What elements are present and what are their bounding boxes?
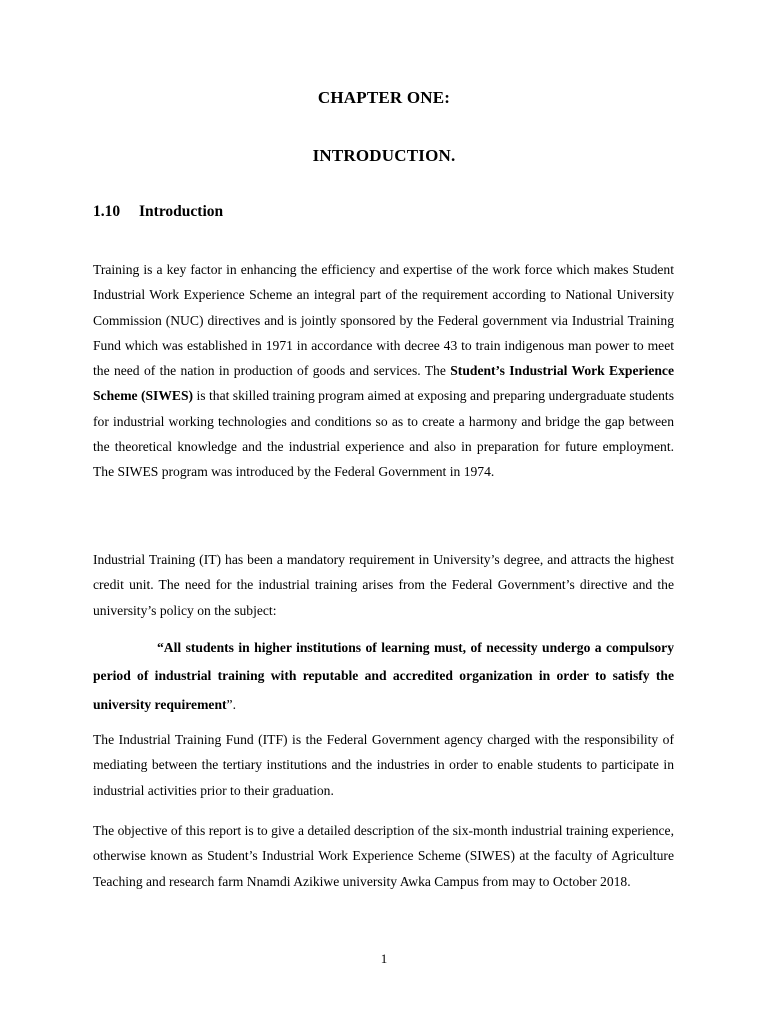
section-title: Introduction: [139, 203, 224, 220]
section-number: 1.10: [93, 203, 121, 220]
paragraph-objective: The objective of this report is to give a detailed description of the six-month industrial training experience, otherwise known as Student’s Industrial Work Experience Scheme (SIWES) at the faculty of Agriculture Teaching and research farm Nnamdi Azikiwe university Awka Campus from may to October 2018.: [93, 823, 674, 889]
paragraph-text: Training is a key factor in enhancing the efficiency and expertise of the work force which makes Student Industrial Work Experience Scheme an integral part of the requirement according to National University Commission (NUC) directives and is jointly sponsored by the Federal government via Industrial Training Fund which was established in 1971 in accordance with decree 43 to train indigenous man power to meet the need of the nation in production of goods and services. The: [93, 262, 674, 379]
quote-closing: ”.: [226, 696, 236, 712]
quote-text: “All students in higher institutions of learning must, of necessity undergo a compulsory period of industrial training with reputable and accredited organization in order to satisfy the university requirement: [93, 640, 674, 712]
page-number: 1: [380, 951, 388, 966]
chapter-title: CHAPTER ONE:: [317, 88, 451, 107]
introduction-title: INTRODUCTION.: [312, 146, 456, 165]
paragraph-itf: The Industrial Training Fund (ITF) is the Federal Government agency charged with the responsibility of mediating between the tertiary institutions and the industries in order to enable students to participate in industrial activities prior to their graduation.: [93, 732, 674, 798]
paragraph-industrial-training: Industrial Training (IT) has been a mandatory requirement in University’s degree, and attracts the highest credit unit. The need for the industrial training arises from the Federal Government’s directive and the university’s policy on the subject:: [93, 552, 674, 618]
policy-quote: [93, 634, 674, 719]
siwes-bold-term: Student’s Industrial Work Experience Scheme (SIWES): [93, 363, 674, 404]
section-heading: [93, 203, 223, 221]
paragraph-training-overview: [93, 257, 674, 485]
paragraph-text: is that skilled training program aimed at exposing and preparing undergraduate students for industrial working technologies and conditions so as to create a harmony and bridge the gap between the theoretical knowledge and the industrial experience and also in preparation for future employment. The SIWES program was introduced by the Federal Government in 1974.: [93, 388, 674, 480]
